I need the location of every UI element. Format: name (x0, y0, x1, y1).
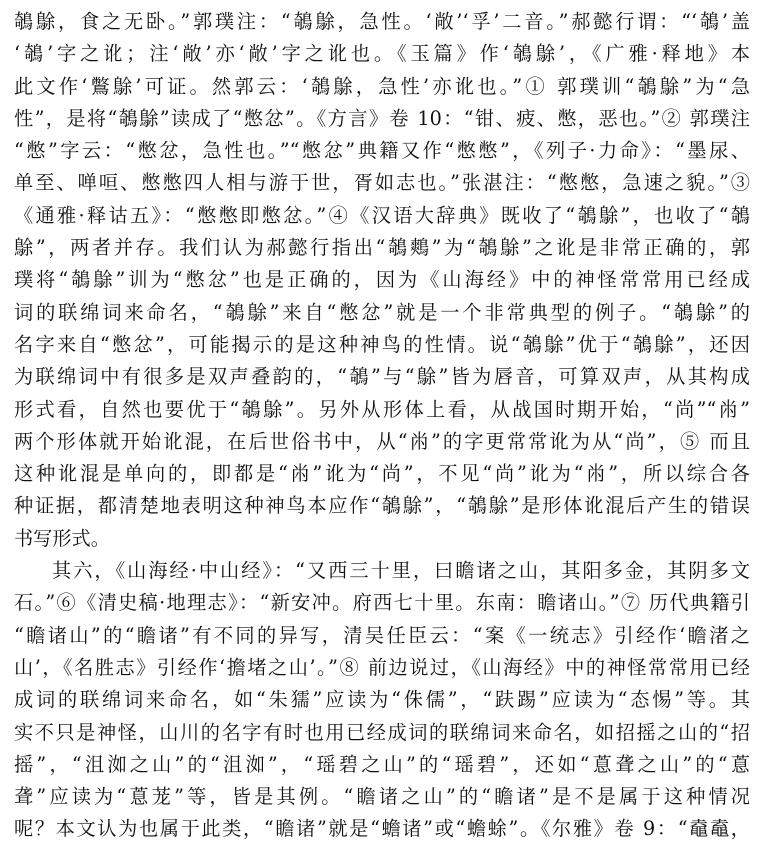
text-line: 聋”应读为“蒠茏”等，皆是其例。“瞻诸之山”的“瞻诸”是不是属于这种情况 (14, 785, 750, 809)
text-line: ‘鵸’字之讹；注‘敞’亦‘敞’字之讹也。《玉篇》作‘鵸鵌’，《广雅·释地》本 (14, 42, 750, 66)
text-line: 石。”⑥《清史稿·地理志》：“新安冲。府西七十里。东南：瞻诸山。”⑦ 历代典籍引 (14, 591, 750, 615)
text-line: 名字来自“憋忿”，可能揭示的是这种神鸟的性情。说“鵸鵌”优于“鵸鵌”，还因 (14, 332, 750, 356)
text-line: 成词的联绵词来命名，如“朱獳”应读为“侏儒”，“趺踢”应读为“态惕”等。其 (14, 688, 750, 712)
paragraph-end-line: 书写形式。 (14, 526, 110, 550)
text-line: 山’，《名胜志》引经作‘擔堵之山’。”⑧ 前边说过，《山海经》中的神怪常常用已经 (14, 655, 750, 679)
text-line: 摇”，“沮洳之山”的“沮洳”，“瑶碧之山”的“瑶碧”，还如“蒠聋之山”的“蒠 (14, 752, 750, 776)
text-line: 呢？本文认为也属于此类，“瞻诸”就是“蟾诸”或“蟾蜍”。《尔雅》卷 9：“鼀鼁， (14, 817, 750, 841)
text-line: 《通雅·释诂五》：“憋憋即憋忿。”④《汉语大辞典》既收了“鵸鵌”，也收了“鵸 (14, 203, 750, 227)
paragraph-start-line: 其六，《山海经·中山经》：“又西三十里，曰瞻诸之山，其阳多金，其阴多文 (52, 559, 750, 583)
text-line: 鵸鵌，食之无卧。”郭璞注：“鵸鵌，急性。‘敞’‘孚’二音。”郝懿行谓：“‘鵸’盖 (14, 10, 750, 33)
text-line: 这种讹混是单向的，即都是“㡀”讹为“尚”，不见“尚”讹为“㡀”，所以综合各 (14, 462, 750, 486)
text-line: 实不只是神怪，山川的名字有时也用已经成词的联绵词来命名，如招摇之山的“招 (14, 720, 750, 744)
text-line: 词的联绵词来命名，“鵸鵌”来自“憋忿”就是一个非常典型的例子。“鵸鵌”的 (14, 300, 750, 324)
text-line: “瞻诸山”的“瞻诸”有不同的异写，清吴任臣云：“案《一统志》引经作‘瞻渚之 (14, 623, 750, 647)
text-line: 单至、啴咺、憋憋四人相与游于世，胥如志也。”张湛注：“憋憋，急速之貌。”③ (14, 171, 750, 195)
text-line: 形式看，自然也要优于“鵸鵌”。另外从形体上看，从战国时期开始，“尚”“㡀” (14, 397, 750, 421)
text-line: 为联绵词中有很多是双声叠韵的，“鵸”与“鵌”皆为唇音，可算双声，从其构成 (14, 365, 750, 389)
text-line: 性”，是将“鵸鵌”读成了“憋忿”。《方言》卷 10：“钳、疲、憋，恶也。”② 郭璞注 (14, 106, 750, 130)
text-line: 种证据，都清楚地表明这种神鸟本应作“鵸鵌”，“鵸鵌”是形体讹混后产生的错误 (14, 494, 750, 518)
text-line: 璞将“鵸鵌”训为“憋忿”也是正确的，因为《山海经》中的神怪常常用已经成 (14, 268, 750, 292)
text-line: “憋”字云：“憋忿，急性也。”“憋忿”典籍又作“憋憋”，《列子·力命》：“墨尿、 (14, 139, 750, 163)
text-line: 鵌”，两者并存。我们认为郝懿行指出“鵸鷞”为“鵸鵌”之讹是非常正确的，郭 (14, 236, 750, 260)
text-line: 此文作‘鷩鵌’可证。然郭云：‘鵸鵌，急性’亦讹也。”① 郭璞训“鵸鵌”为“急 (14, 74, 750, 98)
text-line: 两个形体就开始讹混，在后世俗书中，从“㡀”的字更常常讹为从“尚”，⑤ 而且 (14, 429, 750, 453)
